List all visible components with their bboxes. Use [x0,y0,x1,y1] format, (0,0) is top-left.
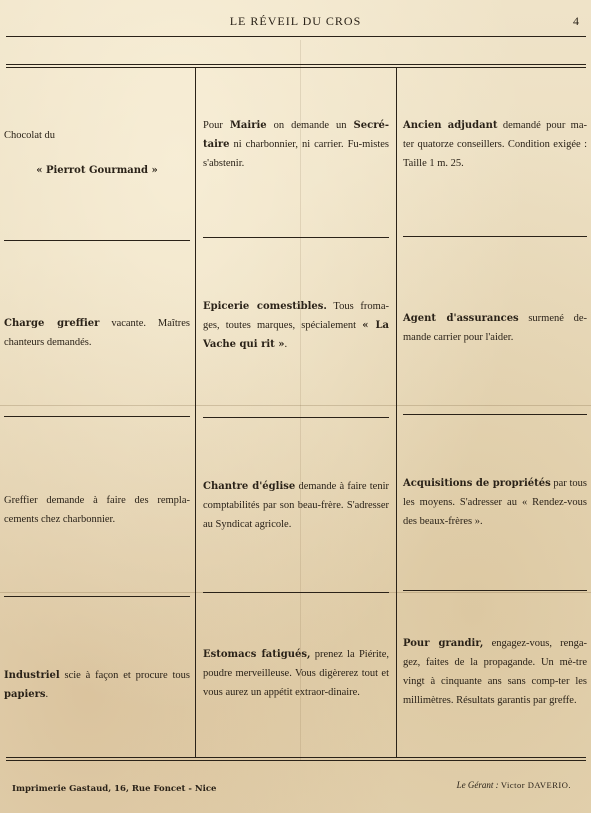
ad-greffier-remplacements: Greffier demande à faire des rempla-cements chez charbonnier. [4,495,190,525]
ad-adjudant: Ancien adjudant demandé pour ma-ter quatorze conseillers. Condition exigée : Taille 1 m. 25. [403,120,587,169]
header-rule [6,36,586,37]
newspaper-title: LE RÉVEIL DU CROS [229,14,362,28]
ad-chocolat: Chocolat du « Pierrot Gourmand » [4,130,158,176]
row-divider [4,416,190,417]
ad-grandir: Pour grandir, engagez-vous, renga-gez, faites de la propagande. Un mè-tre vingt à cinquante ans sans comp-ter les millimètres. Résultats garantis par greffe. [403,638,587,706]
bottom-rule [6,757,586,758]
fold-line [0,405,591,406]
row-divider [4,240,190,241]
row-divider [403,590,587,591]
ad-assurances: Agent d'assurances surmené de-mande carrier pour l'aider. [403,313,587,343]
page-number: 4 [573,14,579,28]
top-rule [6,64,586,65]
ad-estomacs: Estomacs fatigués, prenez la Piérite, poudre merveilleuse. Vous digèrerez tout et vous aurez un appétit extraor-dinaire. [203,649,389,698]
row-divider [403,414,587,415]
manager-label: Le Gérant : [456,780,501,790]
top-rule [6,67,586,68]
column-divider [195,67,196,757]
ad-epicerie: Epicerie comestibles. Tous froma-ges, toutes marques, spécialement « La Vache qui rit ». [203,301,389,350]
printer-credit: Imprimerie Gastaud, 16, Rue Foncet - Nice [12,784,217,794]
manager-name: Victor DAVERIO. [500,780,571,790]
ad-acquisitions: Acquisitions de propriétés par tous les moyens. S'adresser au « Rendez-vous des beaux-frères ». [403,478,587,527]
row-divider [203,592,389,593]
row-divider [203,237,389,238]
row-divider [403,236,587,237]
ad-chantre: Chantre d'église demande à faire tenir comptabilités par son beau-frère. S'adresser au Syndicat agricole. [203,481,389,530]
manager-credit [457,780,571,790]
ad-industriel: Industriel scie à façon et procure tous papiers. [4,670,190,700]
row-divider [203,417,389,418]
row-divider [4,596,190,597]
ad-mairie: Pour Mairie on demande un Secré-taire ni charbonnier, ni carrier. Fu-mistes s'abstenir. [203,120,389,169]
bottom-rule [6,760,586,761]
column-divider [396,67,397,757]
ad-greffier-charge: Charge greffier vacante. Maîtres chanteurs demandés. [4,318,191,348]
